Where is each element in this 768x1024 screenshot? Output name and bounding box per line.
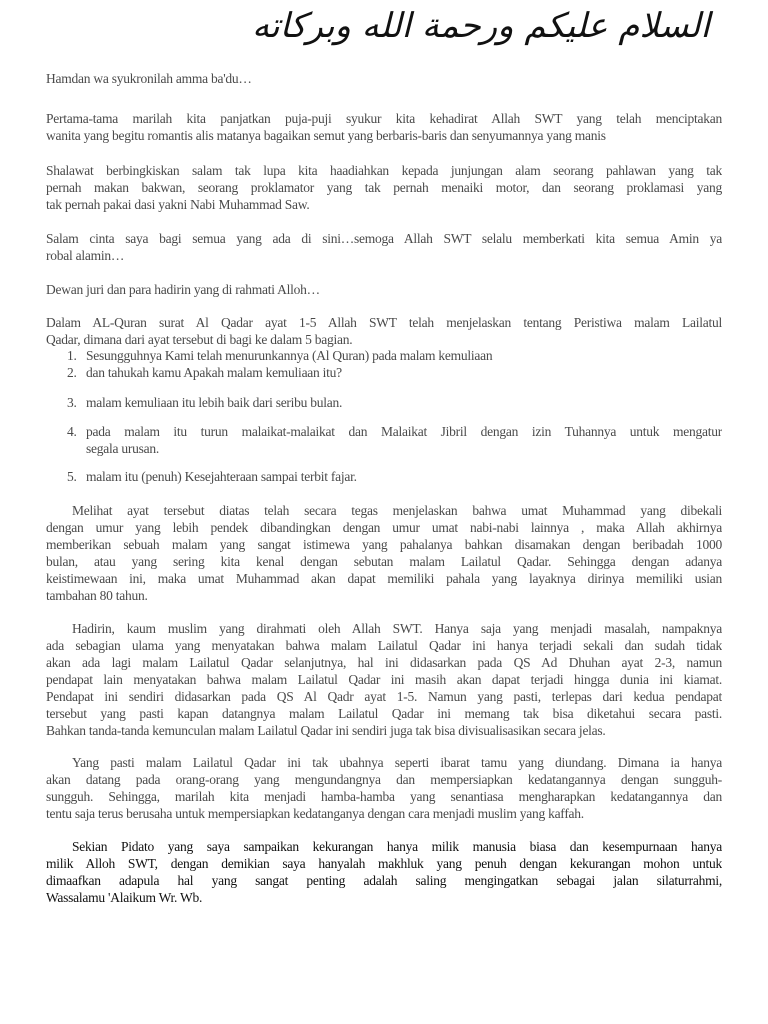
paragraph xyxy=(46,70,722,87)
paragraph-line: akan ada lagi malam Lailatul Qadar selanjutnya, hal ini didasarkan pada QS Ad Dhuhan ayat 2-3, namun xyxy=(46,655,722,670)
paragraph-line: milik Alloh SWT, dengan demikian saya hanyalah makhluk yang penuh dengan kekurangan mohon untuk xyxy=(46,856,722,871)
paragraph-line: dengan umur yang lebih pendek dibandingkan dengan umur umat nabi-nabi lainnya , maka Allah akhirnya xyxy=(46,520,722,535)
paragraph-line: sungguh. Sehingga, marilah kita menjadi hamba-hamba yang senantiasa mengharapkan kedatangannya dan xyxy=(46,789,722,804)
paragraph-line: Pendapat ini sendiri didasarkan pada QS Al Qadr ayat 1-5. Namun yang pasti, terlepas dari kedua pendapat xyxy=(46,689,722,704)
paragraph-line: tak pernah pakai dasi yakni Nabi Muhammad Saw. xyxy=(46,197,310,212)
paragraph-line: Hadirin, kaum muslim yang dirahmati oleh Allah SWT. Hanya saja yang menjadi masalah, nampaknya xyxy=(72,621,722,636)
list-item-text: segala urusan. xyxy=(86,441,159,456)
list-item xyxy=(67,347,722,364)
paragraph-line: Yang pasti malam Lailatul Qadar ini tak ubahnya seperti ibarat tamu yang diundang. Dimana ia hanya xyxy=(72,755,722,770)
paragraph xyxy=(46,314,722,348)
paragraph xyxy=(46,838,722,906)
list-item-text: dan tahukah kamu Apakah malam kemuliaan itu? xyxy=(86,365,342,380)
paragraph-line: akan datang pada orang-orang yang mengundangnya dan mempersiapkan kedatangannya dengan sungguh- xyxy=(46,772,722,787)
list-item-text: pada malam itu turun malaikat-malaikat dan Malaikat Jibril dengan izin Tuhannya untuk mengatur xyxy=(86,424,722,439)
paragraph-line: Wassalamu 'Alaikum Wr. Wb. xyxy=(46,890,203,905)
paragraph-line: tentu saja terus berusaha untuk mempersiapkan kedatanganya dengan cara menjadi muslim yang kaffah. xyxy=(46,806,584,821)
paragraph-line: Qadar, dimana dari ayat tersebut di bagi ke dalam 5 bagian. xyxy=(46,332,353,347)
paragraph-line: Dewan juri dan para hadirin yang di rahmati Alloh… xyxy=(46,282,320,297)
list-item xyxy=(67,468,722,485)
paragraph-line: memberikan sebuah malam yang sangat istimewa yang pahalanya bahkan disamakan dengan beribadah 1000 xyxy=(46,537,722,552)
paragraph-line: Sekian Pidato yang saya sampaikan kekurangan hanya milik manusia biasa dan kesempurnaan hanya xyxy=(72,839,722,854)
paragraph xyxy=(46,162,722,213)
paragraph-line: Salam cinta saya bagi semua yang ada di sini…semoga Allah SWT selalu memberkati kita semua Amin ya xyxy=(46,231,722,246)
list-item xyxy=(67,364,722,381)
paragraph-line: pernah makan bakwan, seorang proklamator yang tak pernah menaiki motor, dan seorang proklamasi yang xyxy=(46,180,722,195)
paragraph-line: tersebut yang pasti kapan datangnya malam Lailatul Qadar ini memang tak bisa diketahui secara pasti. xyxy=(46,706,722,721)
salam-calligraphy: السلام عليكم ورحمة الله وبركاته xyxy=(252,6,710,46)
list-item xyxy=(67,394,722,411)
paragraph xyxy=(46,281,722,298)
paragraph-line: ada sebagian ulama yang menyatakan bahwa malam Lailatul Qadar ini hanya terjadi sekali dan sudah tidak xyxy=(46,638,722,653)
paragraph-line: keistimewaan ini, maka umat Muhammad akan dapat memiliki pahala yang layaknya dirinya memiliki usian xyxy=(46,571,722,586)
paragraph-line: wanita yang begitu romantis alis matanya bagaikan semut yang berbaris-baris dan senyumannya yang manis xyxy=(46,128,606,143)
list-number: 3. xyxy=(67,395,77,410)
paragraph-line: bulan, atau yang sering kita kenal dengan sebutan malam Lailatul Qadar. Sehingga dengan adanya xyxy=(46,554,722,569)
paragraph xyxy=(46,754,722,822)
paragraph-line: robal alamin… xyxy=(46,248,125,263)
paragraph xyxy=(46,620,722,739)
list-item-text: malam itu (penuh) Kesejahteraan sampai terbit fajar. xyxy=(86,469,357,484)
paragraph-line: tambahan 80 tahun. xyxy=(46,588,148,603)
paragraph-line: Dalam AL-Quran surat Al Qadar ayat 1-5 Allah SWT telah menjelaskan tentang Peristiwa malam Lailatul xyxy=(46,315,722,330)
list-number: 5. xyxy=(67,469,77,484)
paragraph-line: Hamdan wa syukronilah amma ba'du… xyxy=(46,71,252,86)
paragraph xyxy=(46,230,722,264)
paragraph-line: Pertama-tama marilah kita panjatkan puja-puji syukur kita kehadirat Allah SWT yang telah menciptakan xyxy=(46,111,722,126)
paragraph-line: Bahkan tanda-tanda kemunculan malam Lailatul Qadar ini sendiri juga tak bisa divisualisasikan secara jelas. xyxy=(46,723,606,738)
paragraph-line: dimaafkan adapula hal yang sangat penting adalah saling mengingatkan sebagai jalan silaturrahmi, xyxy=(46,873,722,888)
paragraph-line: Melihat ayat tersebut diatas telah secara tegas menjelaskan bahwa umat Muhammad yang dibekali xyxy=(72,503,722,518)
paragraph-line: Shalawat berbingkiskan salam tak lupa kita haadiahkan kepada junjungan alam seorang pahlawan yang tak xyxy=(46,163,722,178)
list-number: 2. xyxy=(67,365,77,380)
list-number: 4. xyxy=(67,424,77,439)
paragraph-line: pendapat lain menyatakan bahwa malam Lailatul Qadar ini masih akan dapat terjadi hingga dunia ini kiamat. xyxy=(46,672,722,687)
list-number: 1. xyxy=(67,348,77,363)
paragraph xyxy=(46,502,722,604)
list-item xyxy=(67,423,722,457)
paragraph xyxy=(46,110,722,144)
list-item-text: Sesungguhnya Kami telah menurunkannya (Al Quran) pada malam kemuliaan xyxy=(86,348,493,363)
list-item-text: malam kemuliaan itu lebih baik dari seribu bulan. xyxy=(86,395,343,410)
